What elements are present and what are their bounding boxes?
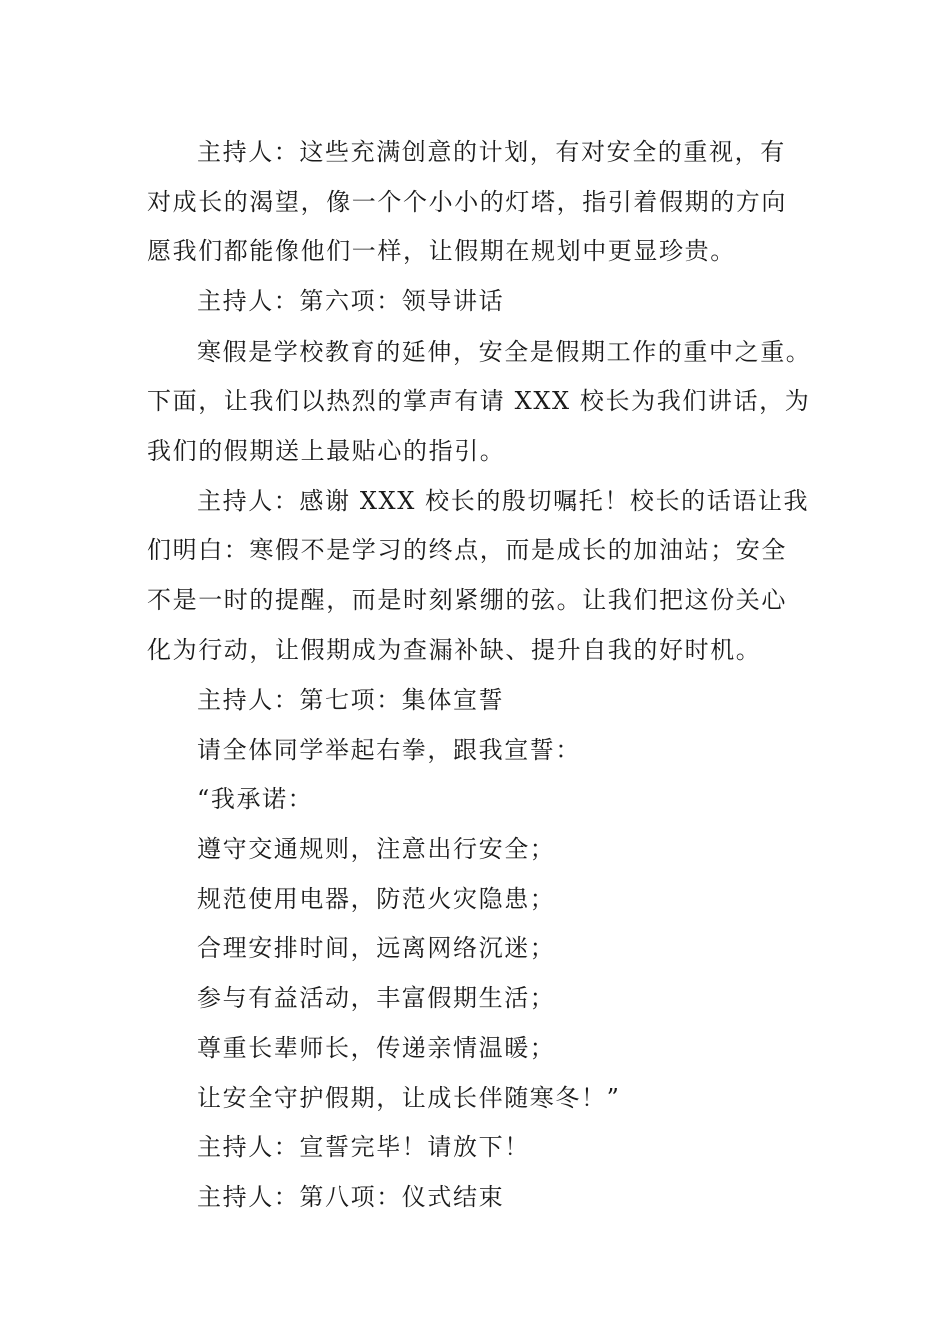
paragraph-line: 主持人：宣誓完毕！请放下！ bbox=[197, 1133, 530, 1161]
paragraph-line: 主持人：感谢 XXX 校长的殷切嘱托！校长的话语让我 bbox=[197, 487, 810, 515]
section-heading: 主持人：第六项：领导讲话 bbox=[197, 287, 505, 315]
paragraph-line: 我们的假期送上最贴心的指引。 bbox=[147, 437, 506, 465]
paragraph-line: 愿我们都能像他们一样，让假期在规划中更显珍贵。 bbox=[147, 237, 736, 265]
oath-line: 参与有益活动，丰富假期生活； bbox=[197, 984, 556, 1012]
paragraph-line: 化为行动，让假期成为查漏补缺、提升自我的好时机。 bbox=[147, 636, 762, 664]
paragraph-line: 寒假是学校教育的延伸，安全是假期工作的重中之重。 bbox=[197, 338, 812, 366]
oath-line: 遵守交通规则，注意出行安全； bbox=[197, 835, 556, 863]
paragraph-line: 们明白：寒假不是学习的终点，而是成长的加油站；安全 bbox=[147, 536, 787, 564]
oath-line: 尊重长辈师长，传递亲情温暖； bbox=[197, 1034, 556, 1062]
oath-line: 规范使用电器，防范火灾隐患； bbox=[197, 885, 556, 913]
section-heading: 主持人：第八项：仪式结束 bbox=[197, 1183, 505, 1211]
paragraph-line: 下面，让我们以热烈的掌声有请 XXX 校长为我们讲话，为 bbox=[147, 387, 811, 415]
paragraph-line: 对成长的渴望，像一个个小小的灯塔，指引着假期的方向 bbox=[147, 188, 787, 216]
oath-line: 合理安排时间，远离网络沉迷； bbox=[197, 934, 556, 962]
paragraph-line: 请全体同学举起右拳，跟我宣誓： bbox=[197, 736, 581, 764]
paragraph-line: 不是一时的提醒，而是时刻紧绷的弦。让我们把这份关心 bbox=[147, 586, 787, 614]
paragraph-line: 主持人：这些充满创意的计划，有对安全的重视，有 bbox=[197, 138, 786, 166]
oath-line: 让安全守护假期，让成长伴随寒冬！” bbox=[197, 1084, 621, 1112]
section-heading: 主持人：第七项：集体宣誓 bbox=[197, 686, 505, 714]
oath-line: “我承诺： bbox=[197, 785, 314, 813]
